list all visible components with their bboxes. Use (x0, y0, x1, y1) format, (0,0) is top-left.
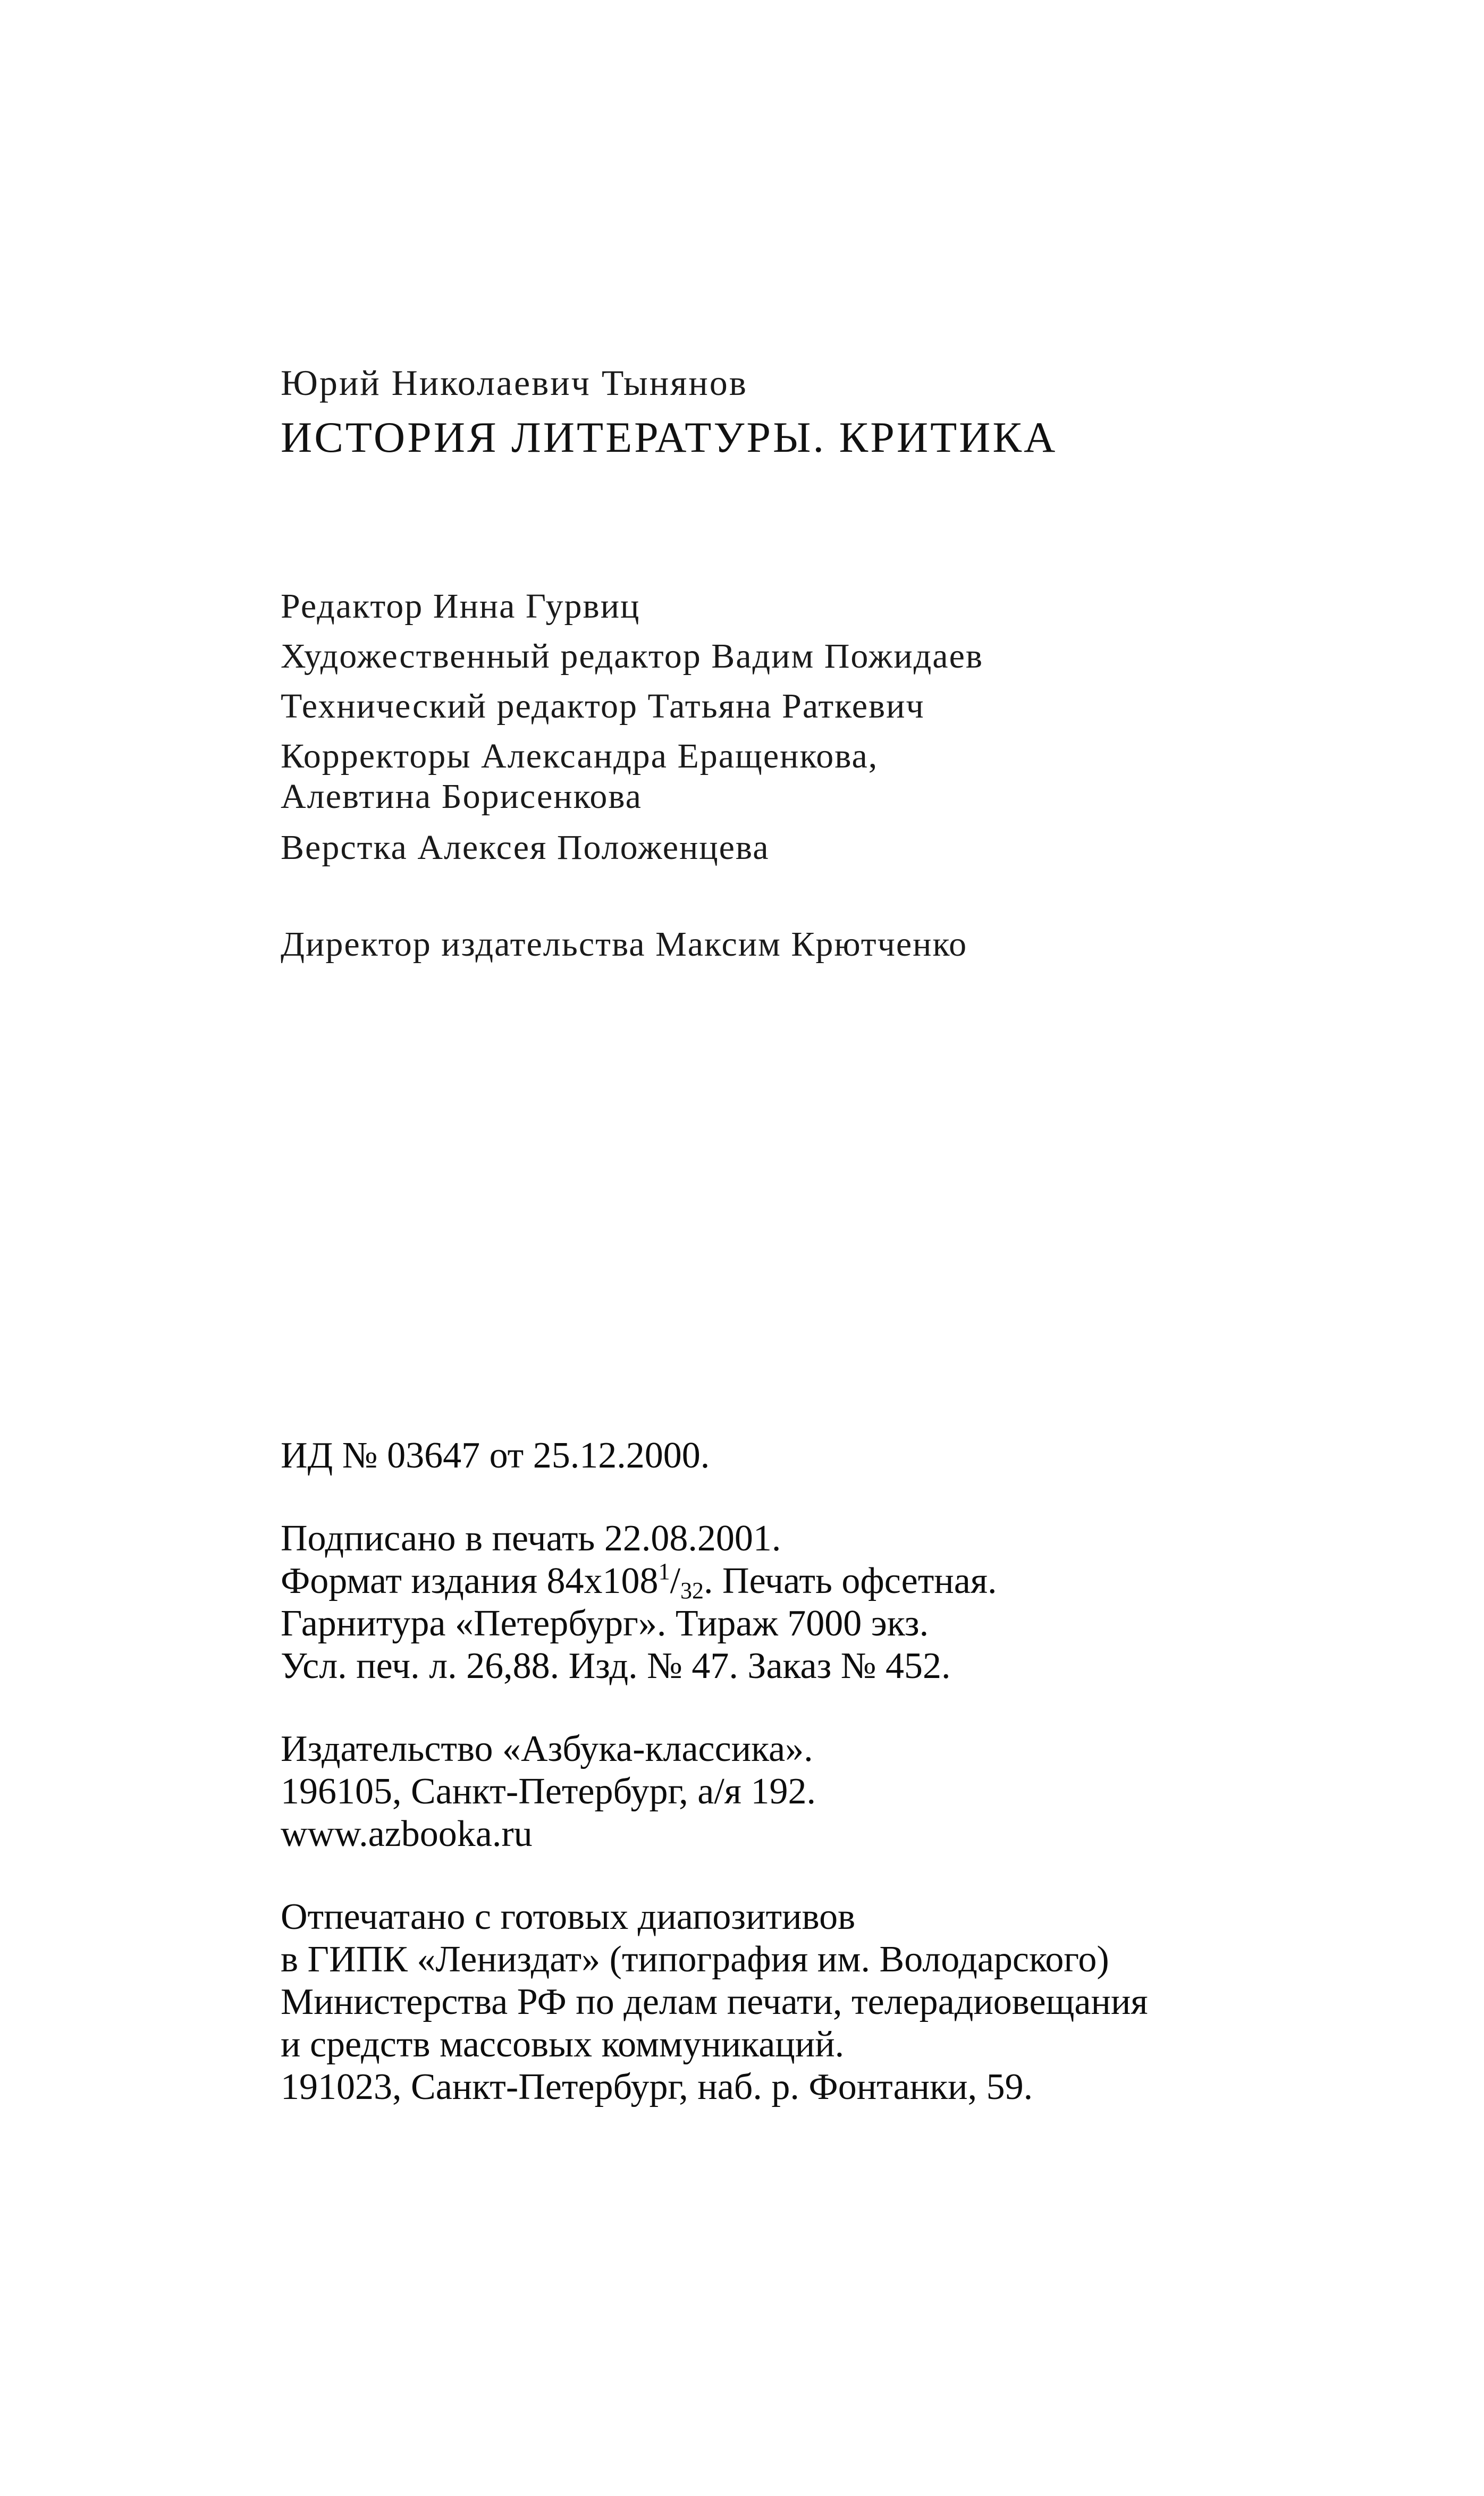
publisher-address: 196105, Санкт-Петербург, а/я 192. (281, 1771, 816, 1812)
credit-proofreaders: Корректоры Александра Еращенкова, (281, 737, 879, 775)
printer-address: 191023, Санкт-Петербург, наб. р. Фонтанки, 59. (281, 2067, 1033, 2107)
signed-to-print: Подписано в печать 22.08.2001. (281, 1518, 781, 1559)
publishing-director: Директор издательства Максим Крютченко (281, 925, 968, 964)
license-number: ИД № 03647 от 25.12.2000. (281, 1435, 710, 1476)
book-title: ИСТОРИЯ ЛИТЕРАТУРЫ. КРИТИКА (281, 413, 1058, 461)
format-suffix: . Печать офсетная. (704, 1561, 997, 1601)
author-name: Юрий Николаевич Тынянов (281, 362, 748, 403)
format-slash: / (670, 1561, 681, 1601)
printer-line-1: Отпечатано с готовых диапозитивов (281, 1896, 856, 1937)
format-denominator: 32 (680, 1578, 704, 1604)
credit-technical-editor: Технический редактор Татьяна Раткевич (281, 687, 925, 726)
printer-line-3: Министерства РФ по делам печати, телерадиовещания (281, 1981, 1148, 2022)
publisher-name: Издательство «Азбука-классика». (281, 1728, 813, 1769)
credit-proofreaders-continued: Алевтина Борисенкова (281, 777, 642, 816)
credit-editor: Редактор Инна Гурвиц (281, 587, 640, 626)
typeface-and-print-run: Гарнитура «Петербург». Тираж 7000 экз. (281, 1603, 929, 1644)
print-volume-order: Усл. печ. л. 26,88. Изд. № 47. Заказ № 452. (281, 1646, 951, 1687)
publisher-website: www.azbooka.ru (281, 1814, 533, 1854)
format-numerator: 1 (658, 1558, 670, 1584)
format-prefix: Формат издания 84х108 (281, 1561, 659, 1601)
printer-line-2: в ГИПК «Лениздат» (типография им. Володарского) (281, 1939, 1109, 1980)
edition-format (281, 1558, 997, 1604)
credit-art-editor: Художественный редактор Вадим Пожидаев (281, 637, 984, 676)
credit-layout: Верстка Алексея Положенцева (281, 828, 770, 867)
printer-line-4: и средств массовых коммуникаций. (281, 2024, 845, 2065)
